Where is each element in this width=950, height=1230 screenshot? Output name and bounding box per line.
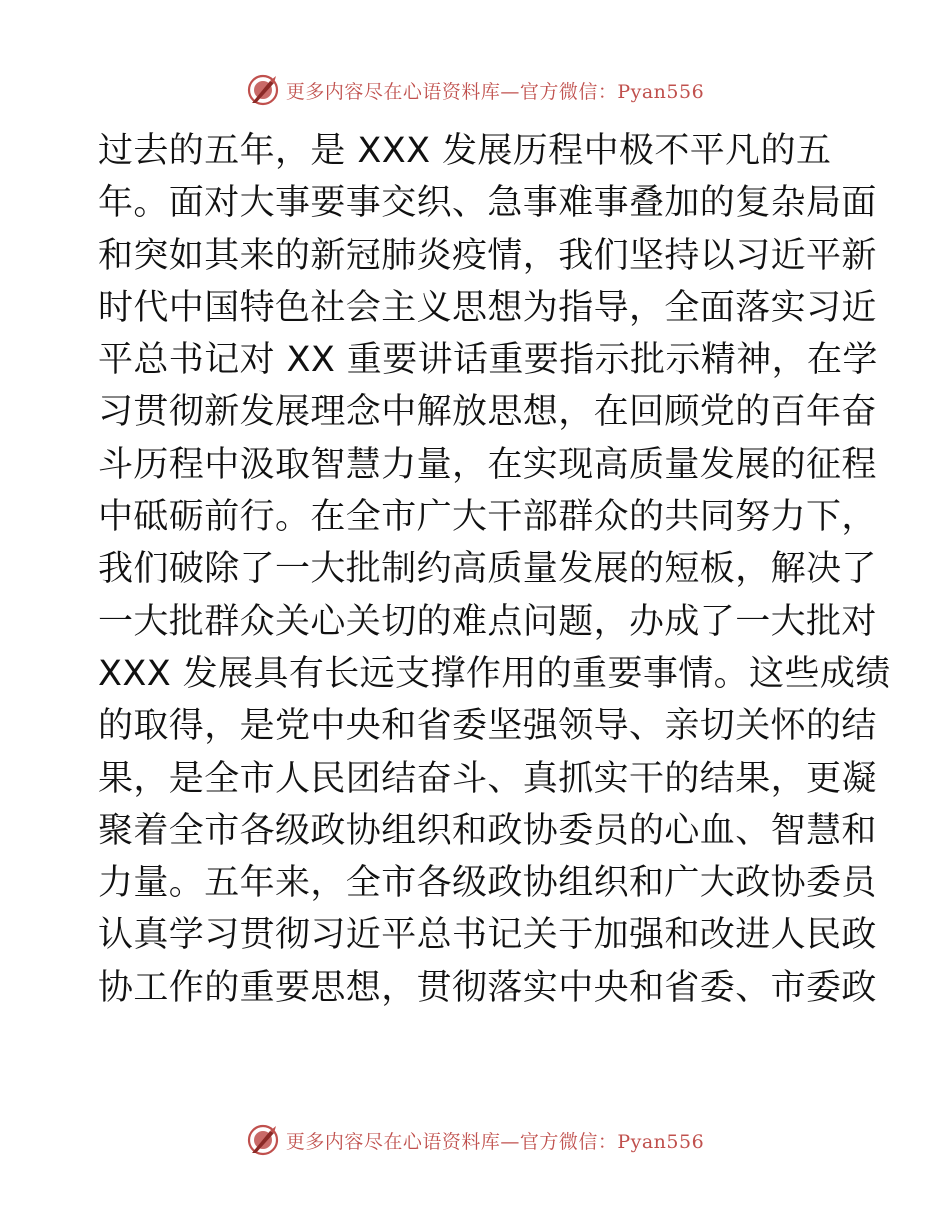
watermark-text: 更多内容尽在心语资料库—官方微信：Pyan556 bbox=[285, 1130, 705, 1153]
paragraph-line: 力量。五年来，全市各级政协组织和广大政协委员 bbox=[98, 863, 877, 904]
paragraph-line: 的取得，是党中央和省委坚强领导、亲切关怀的结 bbox=[98, 706, 877, 747]
paragraph-line: 时代中国特色社会主义思想为指导，全面落实习近 bbox=[98, 287, 877, 328]
paragraph-line: 平总书记对 XX 重要讲话重要指示批示精神，在学 bbox=[98, 340, 878, 381]
paragraph-line: XXX 发展具有长远支撑作用的重要事情。这些成绩 bbox=[98, 653, 891, 694]
paragraph-line: 一大批群众关心关切的难点问题，办成了一大批对 bbox=[98, 601, 877, 642]
paragraph-line: 过去的五年，是 XXX 发展历程中极不平凡的五 bbox=[98, 131, 832, 171]
document-body bbox=[98, 125, 891, 1014]
paragraph-line: 中砥砺前行。在全市广大干部群众的共同努力下， bbox=[98, 497, 877, 538]
quill-logo-icon bbox=[246, 1123, 280, 1157]
paragraph-line: 斗历程中汲取智慧力量，在实现高质量发展的征程 bbox=[98, 444, 877, 485]
paragraph-line: 认真学习贯彻习近平总书记关于加强和改进人民政 bbox=[98, 915, 877, 956]
quill-logo-icon bbox=[246, 73, 280, 107]
paragraph-line: 年。面对大事要事交织、急事难事叠加的复杂局面 bbox=[98, 183, 877, 224]
paragraph-line: 协工作的重要思想，贯彻落实中央和省委、市委政 bbox=[98, 967, 877, 1008]
watermark-text: 更多内容尽在心语资料库—官方微信：Pyan556 bbox=[285, 80, 705, 103]
paragraph-line: 聚着全市各级政协组织和政协委员的心血、智慧和 bbox=[98, 810, 877, 851]
footer-watermark bbox=[0, 1120, 950, 1160]
paragraph-line: 习贯彻新发展理念中解放思想，在回顾党的百年奋 bbox=[98, 392, 877, 433]
header-watermark bbox=[0, 70, 950, 110]
paragraph-line: 果，是全市人民团结奋斗、真抓实干的结果，更凝 bbox=[98, 758, 877, 799]
paragraph-line: 和突如其来的新冠肺炎疫情，我们坚持以习近平新 bbox=[98, 235, 877, 276]
paragraph-line: 我们破除了一大批制约高质量发展的短板，解决了 bbox=[98, 549, 877, 590]
